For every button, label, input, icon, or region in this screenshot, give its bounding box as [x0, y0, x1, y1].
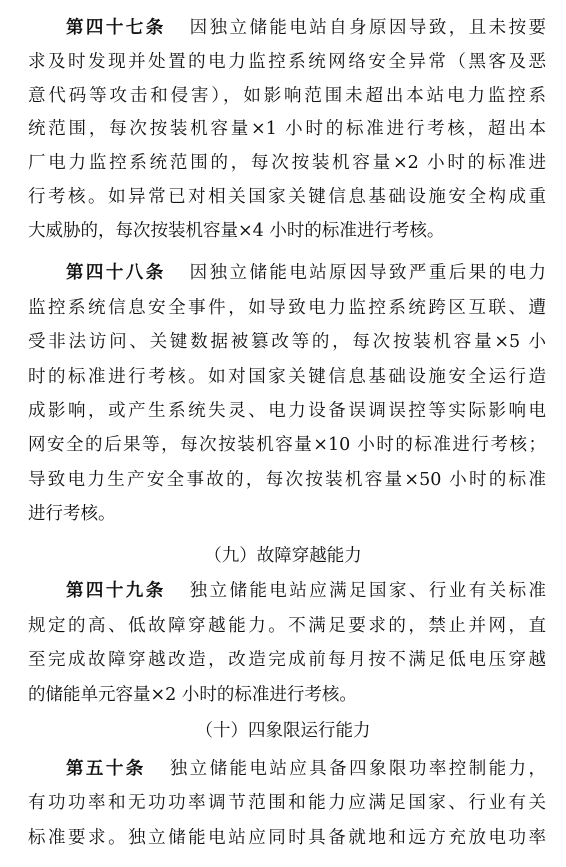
- article-50-text-1: 独立储能电站应具备四象限功率控制能力，: [169, 759, 546, 779]
- article-48-line-7: 导致电力生产安全事故的，每次按装机容量×50 小时的标准: [28, 470, 546, 490]
- article-50-line-1: [66, 758, 546, 780]
- article-50-number: 第五十条: [66, 759, 146, 779]
- article-48-line-5: 成影响，或产生系统失灵、电力设备误调误控等实际影响电: [28, 401, 546, 421]
- article-47-text-1: 因独立储能电站自身原因导致，且未按要: [189, 18, 546, 38]
- article-47-line-7: 大威胁的，每次按装机容量×4 小时的标准进行考核。: [28, 221, 445, 241]
- section-heading-fault-ride-through: （九）故障穿越能力: [204, 546, 362, 566]
- article-49-text-1: 独立储能电站应满足国家、行业有关标准: [189, 581, 546, 601]
- article-47-line-1: [66, 17, 546, 39]
- article-48-text-1: 因独立储能电站原因导致严重后果的电力: [189, 263, 546, 283]
- article-50-line-2: 有功功率和无功功率调节范围和能力应满足国家、行业有关: [28, 793, 546, 813]
- article-47-line-5: 厂电力监控系统范围的，每次按装机容量×2 小时的标准进: [28, 153, 546, 173]
- section-heading-four-quadrant: （十）四象限运行能力: [195, 721, 371, 741]
- article-50-line-3: 标准要求。独立储能电站应同时具备就地和远方充放电功率: [28, 828, 546, 848]
- article-47-line-6: 行考核。如异常已对相关国家关键信息基础设施安全构成重: [28, 187, 546, 207]
- article-47-line-3: 意代码等攻击和侵害），如影响范围未超出本站电力监控系: [28, 86, 546, 106]
- article-49-line-4: 的储能单元容量×2 小时的标准进行考核。: [28, 685, 357, 705]
- article-47-line-4: 统范围，每次按装机容量×1 小时的标准进行考核，超出本: [28, 119, 546, 139]
- article-49-line-2: 规定的高、低故障穿越能力。不满足要求的，禁止并网，直: [28, 616, 546, 636]
- article-48-line-1: [66, 262, 546, 284]
- article-48-line-8: 进行考核。: [28, 504, 116, 524]
- article-48-line-2: 监控系统信息安全事件，如导致电力监控系统跨区互联、遭: [28, 298, 546, 318]
- article-49-line-3: 至完成故障穿越改造，改造完成前每月按不满足低电压穿越: [28, 650, 546, 670]
- article-47-number: 第四十七条: [66, 18, 166, 38]
- article-49-line-1: [66, 580, 546, 602]
- article-48-line-3: 受非法访问、关键数据被篡改等的，每次按装机容量×5 小: [28, 332, 546, 352]
- article-48-line-6: 网安全的后果等，每次按装机容量×10 小时的标准进行考核；: [28, 435, 546, 455]
- article-48-line-4: 时的标准进行考核。如对国家关键信息基础设施安全运行造: [28, 367, 546, 387]
- article-49-number: 第四十九条: [66, 581, 166, 601]
- article-48-number: 第四十八条: [66, 263, 166, 283]
- article-47-line-2: 求及时发现并处置的电力监控系统网络安全异常（黑客及恶: [28, 52, 546, 72]
